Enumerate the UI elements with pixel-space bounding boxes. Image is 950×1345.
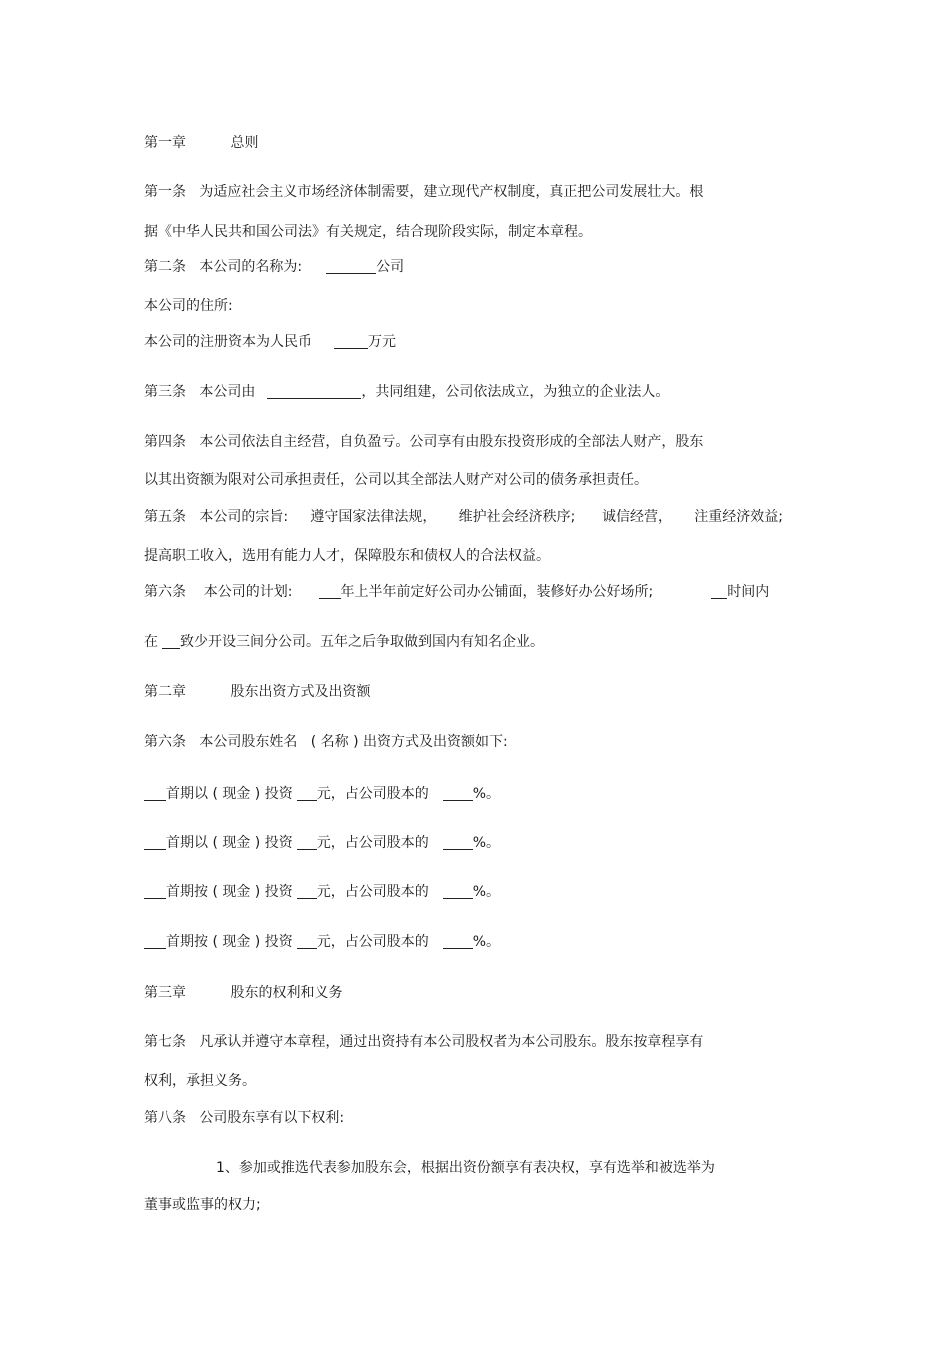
percent-sign: %。 <box>472 934 501 950</box>
founders-blank <box>267 384 361 399</box>
article-2-label: 第二条 本公司的名称为: <box>144 259 303 275</box>
right-1-line-1: 1、参加或推选代表参加股东会，根据出资份额享有表决权，享有选举和被选举为 <box>216 1160 715 1176</box>
chapter-2-heading: 第二章 股东出资方式及出资额 <box>144 684 371 700</box>
shareholder-blank <box>144 835 166 850</box>
plan-text-3: 致少开设三间分公司。五年之后争取做到国内有知名企业。 <box>180 634 544 650</box>
time-blank <box>711 584 727 599</box>
investment-row <box>144 932 500 952</box>
amount-blank <box>297 835 317 850</box>
shareholder-blank <box>144 786 166 801</box>
plan-text-2: 时间内 <box>727 584 770 600</box>
company-name-blank <box>326 259 376 274</box>
article-6-shareholders: 第六条 本公司股东姓名 ( 名称 ) 出资方式及出资额如下: <box>144 734 508 750</box>
capital-label: 本公司的注册资本为人民币 <box>144 334 312 350</box>
percent-blank <box>443 786 473 801</box>
chapter-1-heading: 第一章 总则 <box>144 135 259 151</box>
article-7-line-2: 权利，承担义务。 <box>144 1073 256 1089</box>
amount-blank <box>297 884 317 899</box>
percent-sign: %。 <box>472 835 501 851</box>
shareholder-blank <box>144 934 166 949</box>
article-5-line-1: 第五条 本公司的宗旨: 遵守国家法律法规， 维护社会经济秩序; 诚信经营， 注重经济效益; <box>144 509 783 525</box>
article-2-line-1 <box>144 257 404 277</box>
article-6-plan-line-1 <box>144 582 769 602</box>
year-blank <box>319 584 341 599</box>
share-text: 元，占公司股本的 <box>316 884 429 900</box>
article-1-line-2: 据《中华人民共和国公司法》有关规定，结合现阶段实际，制定本章程。 <box>144 224 592 240</box>
plan-at: 在 <box>144 634 158 650</box>
percent-blank <box>443 884 473 899</box>
article-5-line-2: 提高职工收入，选用有能力人才，保障股东和债权人的合法权益。 <box>144 548 550 564</box>
investment-text: 首期按 ( 现金 ) 投资 <box>166 884 293 900</box>
shareholder-blank <box>144 884 166 899</box>
investment-row <box>144 833 500 853</box>
investment-text: 首期以 ( 现金 ) 投资 <box>166 786 293 802</box>
amount-blank <box>297 934 317 949</box>
percent-sign: %。 <box>472 786 501 802</box>
right-1-line-2: 董事或监事的权力; <box>144 1197 261 1213</box>
capital-unit: 万元 <box>368 334 396 350</box>
location-blank <box>162 634 180 649</box>
percent-blank <box>443 934 473 949</box>
amount-blank <box>297 786 317 801</box>
article-3 <box>144 382 669 402</box>
article-4-line-2: 以其出资额为限对公司承担责任，公司以其全部法人财产对公司的债务承担责任。 <box>144 472 648 488</box>
article-3-label: 第三条 本公司由 <box>144 384 256 400</box>
article-6-plan-line-2 <box>144 632 544 652</box>
article-3-text: ，共同组建，公司依法成立，为独立的企业法人。 <box>361 384 670 400</box>
company-suffix: 公司 <box>376 259 405 275</box>
percent-sign: %。 <box>472 884 501 900</box>
article-4-line-1: 第四条 本公司依法自主经营，自负盈亏。公司享有由股东投资形成的全部法人财产，股东 <box>144 434 704 450</box>
share-text: 元，占公司股本的 <box>316 786 429 802</box>
article-8-heading: 第八条 公司股东享有以下权利: <box>144 1110 345 1126</box>
investment-text: 首期以 ( 现金 ) 投资 <box>166 835 293 851</box>
article-2-capital <box>144 332 396 352</box>
investment-text: 首期按 ( 现金 ) 投资 <box>166 934 293 950</box>
capital-blank <box>334 334 368 349</box>
share-text: 元，占公司股本的 <box>316 835 429 851</box>
article-1-line-1: 第一条 为适应社会主义市场经济体制需要，建立现代产权制度，真正把公司发展壮大。根 <box>144 184 704 200</box>
plan-label: 第六条 本公司的计划: <box>144 584 293 600</box>
chapter-3-heading: 第三章 股东的权利和义务 <box>144 985 343 1001</box>
percent-blank <box>443 835 473 850</box>
investment-row <box>144 882 500 902</box>
article-7-line-1: 第七条 凡承认并遵守本章程，通过出资持有本公司股权者为本公司股东。股东按章程享有 <box>144 1034 704 1050</box>
plan-text-1: 年上半年前定好公司办公铺面，装修好办公好场所; <box>340 584 654 600</box>
article-2-address: 本公司的住所: <box>144 298 233 314</box>
share-text: 元，占公司股本的 <box>316 934 429 950</box>
investment-row <box>144 784 500 804</box>
